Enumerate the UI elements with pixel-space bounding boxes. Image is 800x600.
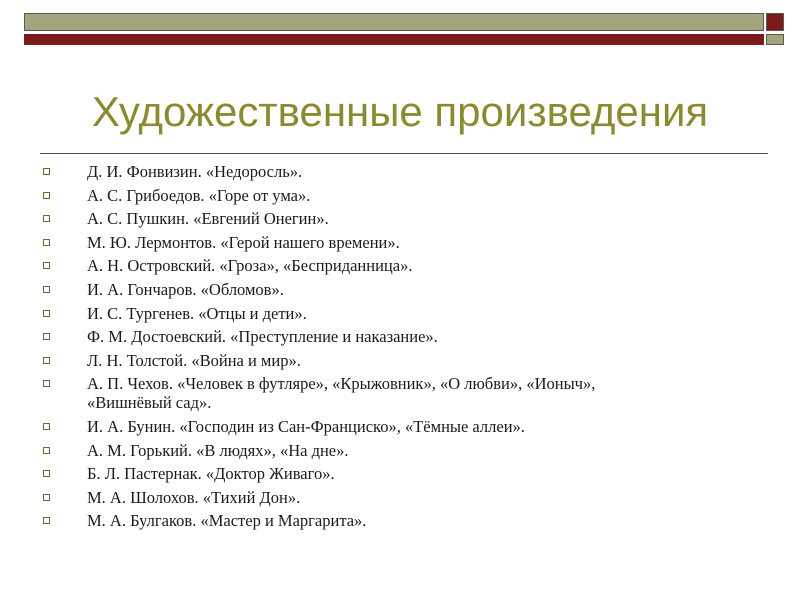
square-bullet-icon [43,380,50,387]
square-bullet-icon [43,357,50,364]
list-item [40,351,760,370]
list-item-text: А. П. Чехов. «Человек в футляре», «Крыжовник», «О любви», «Ионыч», «Вишнёвый сад». [87,374,596,413]
header-bar-olive [24,13,764,31]
list-item-text: И. С. Тургенев. «Отцы и дети». [87,303,307,323]
list-item [40,327,760,346]
header-bar-maroon [24,34,764,45]
square-bullet-icon [43,447,50,454]
square-bullet-icon [43,168,50,175]
list-item-text: А. Н. Островский. «Гроза», «Бесприданница». [87,256,413,276]
list-item [40,233,760,252]
list-item [40,441,760,460]
list-item [40,280,760,299]
list-item-text: И. А. Бунин. «Господин из Сан-Франциско», «Тёмные аллеи». [87,416,525,436]
list-item [40,488,760,507]
square-bullet-icon [43,286,50,293]
square-bullet-icon [43,470,50,477]
header-square-maroon [766,13,784,31]
list-item-text: А. С. Грибоедов. «Горе от ума». [87,185,311,205]
list-item [40,464,760,483]
list-item [40,186,760,205]
square-bullet-icon [43,239,50,246]
title-divider [40,153,768,154]
works-list [40,162,760,535]
header-square-olive [766,34,784,45]
list-item-text: М. А. Булгаков. «Мастер и Маргарита». [87,511,367,531]
list-item [40,256,760,275]
list-item-text: Ф. М. Достоевский. «Преступление и наказание». [87,327,438,347]
list-item-text: М. А. Шолохов. «Тихий Дон». [87,487,301,507]
list-item [40,304,760,323]
slide-title: Художественные произведения [91,88,709,135]
square-bullet-icon [43,333,50,340]
list-item-text: А. М. Горький. «В людях», «На дне». [87,440,349,460]
square-bullet-icon [43,192,50,199]
list-item [40,374,760,412]
list-item-text: Л. Н. Толстой. «Война и мир». [87,350,301,370]
list-item-text: М. Ю. Лермонтов. «Герой нашего времени». [87,232,400,252]
list-item [40,511,760,530]
square-bullet-icon [43,423,50,430]
list-item [40,417,760,436]
square-bullet-icon [43,517,50,524]
list-item [40,162,760,181]
square-bullet-icon [43,215,50,222]
list-item [40,209,760,228]
list-item-text: А. С. Пушкин. «Евгений Онегин». [87,209,329,229]
list-item-text: Д. И. Фонвизин. «Недоросль». [87,162,303,181]
square-bullet-icon [43,262,50,269]
list-item-text: И. А. Гончаров. «Обломов». [87,279,284,299]
list-item-text: Б. Л. Пастернак. «Доктор Живаго». [87,464,335,484]
square-bullet-icon [43,494,50,501]
square-bullet-icon [43,310,50,317]
